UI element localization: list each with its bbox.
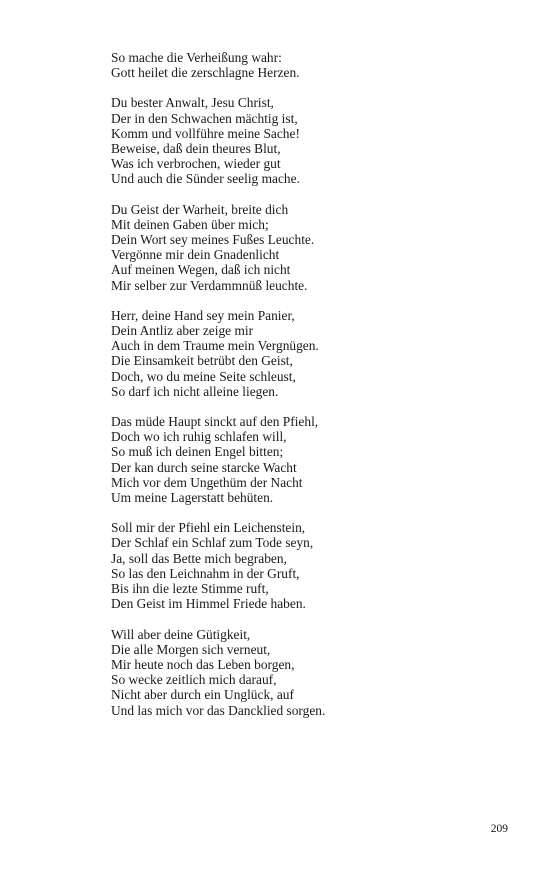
poem-line: So wecke zeitlich mich darauf,	[111, 672, 277, 688]
poem-line: Auf meinen Wegen, daß ich nicht	[111, 262, 291, 278]
poem-line: Mit deinen Gaben über mich;	[111, 216, 269, 232]
poem-line: So muß ich deinen Engel bitten;	[111, 444, 284, 460]
poem-line: Doch wo ich ruhig schlafen will,	[111, 429, 287, 445]
poem-line: So las den Leichnahm in der Gruft,	[111, 565, 300, 581]
poem-line: Nicht aber durch ein Unglück, auf	[111, 687, 294, 703]
poem-line: Will aber deine Gütigkeit,	[111, 626, 251, 642]
poem-line: Mir selber zur Verdammnüß leuchte.	[111, 277, 308, 293]
poem-line: Der kan durch seine starcke Wacht	[111, 459, 297, 475]
stanza	[111, 627, 511, 718]
poem-line: Die alle Morgen sich verneut,	[111, 641, 271, 657]
poem-line: Soll mir der Pfiehl ein Leichenstein,	[111, 520, 306, 536]
page-number: 209	[490, 823, 508, 835]
poem-line: Der Schlaf ein Schlaf zum Tode seyn,	[111, 535, 314, 551]
poem-line: Und las mich vor das Dancklied sorgen.	[111, 702, 326, 718]
stanza	[111, 95, 511, 186]
poem-line: Vergönne mir dein Gnadenlicht	[111, 247, 280, 263]
poem-line: Herr, deine Hand sey mein Panier,	[111, 307, 295, 323]
poem-line: So mache die Verheißung wahr:	[111, 50, 282, 65]
poem-line: Der in den Schwachen mächtig ist,	[111, 110, 298, 126]
poem-body	[111, 50, 511, 733]
poem-line: So darf ich nicht alleine liegen.	[111, 383, 279, 399]
poem-line: Komm und vollführe meine Sache!	[111, 125, 300, 141]
poem-line: Um meine Lagerstatt behüten.	[111, 490, 274, 506]
poem-line: Gott heilet die zerschlagne Herzen.	[111, 65, 300, 81]
poem-line: Die Einsamkeit betrübt den Geist,	[111, 353, 293, 369]
poem-line: Mich vor dem Ungethüm der Nacht	[111, 474, 303, 490]
poem-line: Und auch die Sünder seelig mache.	[111, 171, 300, 187]
stanza	[111, 520, 511, 611]
poem-line: Du bester Anwalt, Jesu Christ,	[111, 95, 274, 111]
poem-line: Mir heute noch das Leben borgen,	[111, 656, 295, 672]
poem-line: Den Geist im Himmel Friede haben.	[111, 596, 306, 612]
stanza	[111, 308, 511, 399]
poem-line: Doch, wo du meine Seite schleust,	[111, 368, 296, 384]
poem-line: Was ich verbrochen, wieder gut	[111, 156, 281, 172]
stanza	[111, 414, 511, 505]
stanza	[111, 202, 511, 293]
poem-line: Dein Wort sey meines Fußes Leuchte.	[111, 232, 315, 248]
poem-line: Auch in dem Traume mein Vergnügen.	[111, 338, 319, 354]
stanza	[111, 50, 511, 80]
poem-line: Ja, soll das Bette mich begraben,	[111, 550, 287, 566]
poem-line: Beweise, daß dein theures Blut,	[111, 141, 281, 157]
poem-line: Dein Antliz aber zeige mir	[111, 323, 254, 339]
poem-line: Bis ihn die lezte Stimme ruft,	[111, 581, 269, 597]
poem-line: Das müde Haupt sinckt auf den Pfiehl,	[111, 414, 319, 430]
poem-line: Du Geist der Warheit, breite dich	[111, 201, 289, 217]
